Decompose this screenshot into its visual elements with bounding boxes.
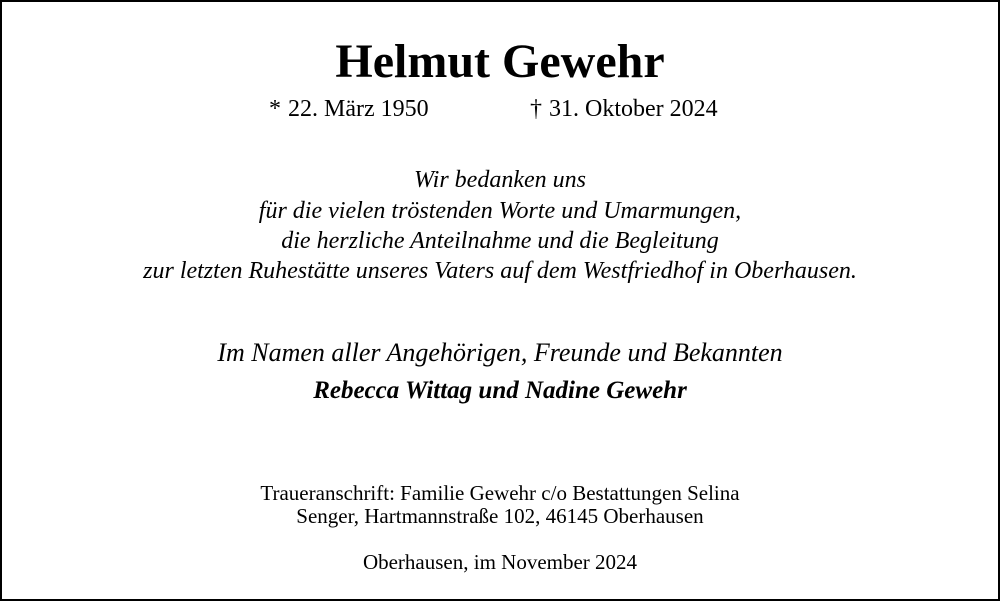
address-line-1: Traueranschrift: Familie Gewehr c/o Bestattungen Selina: [260, 481, 740, 505]
life-dates: [2, 94, 998, 124]
names-intro: Im Namen aller Angehörigen, Freunde und Bekannten: [217, 338, 783, 367]
thanks-line-1: Wir bedanken uns: [414, 167, 586, 193]
thanks-line-2: für die vielen tröstenden Worte und Umarmungen,: [258, 198, 742, 224]
thanks-line-3: die herzliche Anteilnahme und die Begleitung: [281, 228, 719, 254]
signers: Rebecca Wittag und Nadine Gewehr: [313, 377, 687, 404]
thanks-line-4: zur letzten Ruhestätte unseres Vaters auf dem Westfriedhof in Oberhausen.: [143, 258, 857, 284]
address-line-2: Senger, Hartmannstraße 102, 46145 Oberhausen: [296, 504, 704, 528]
deceased-name: Helmut Gewehr: [335, 35, 665, 88]
birth-date-text: 22. März 1950: [288, 96, 429, 122]
death-date: [523, 94, 718, 124]
death-date-text: 31. Oktober 2024: [549, 96, 718, 122]
place-date: Oberhausen, im November 2024: [362, 550, 638, 574]
birth-date: [262, 94, 429, 124]
birth-star-symbol: *: [269, 96, 281, 122]
death-cross-symbol: †: [530, 96, 542, 122]
